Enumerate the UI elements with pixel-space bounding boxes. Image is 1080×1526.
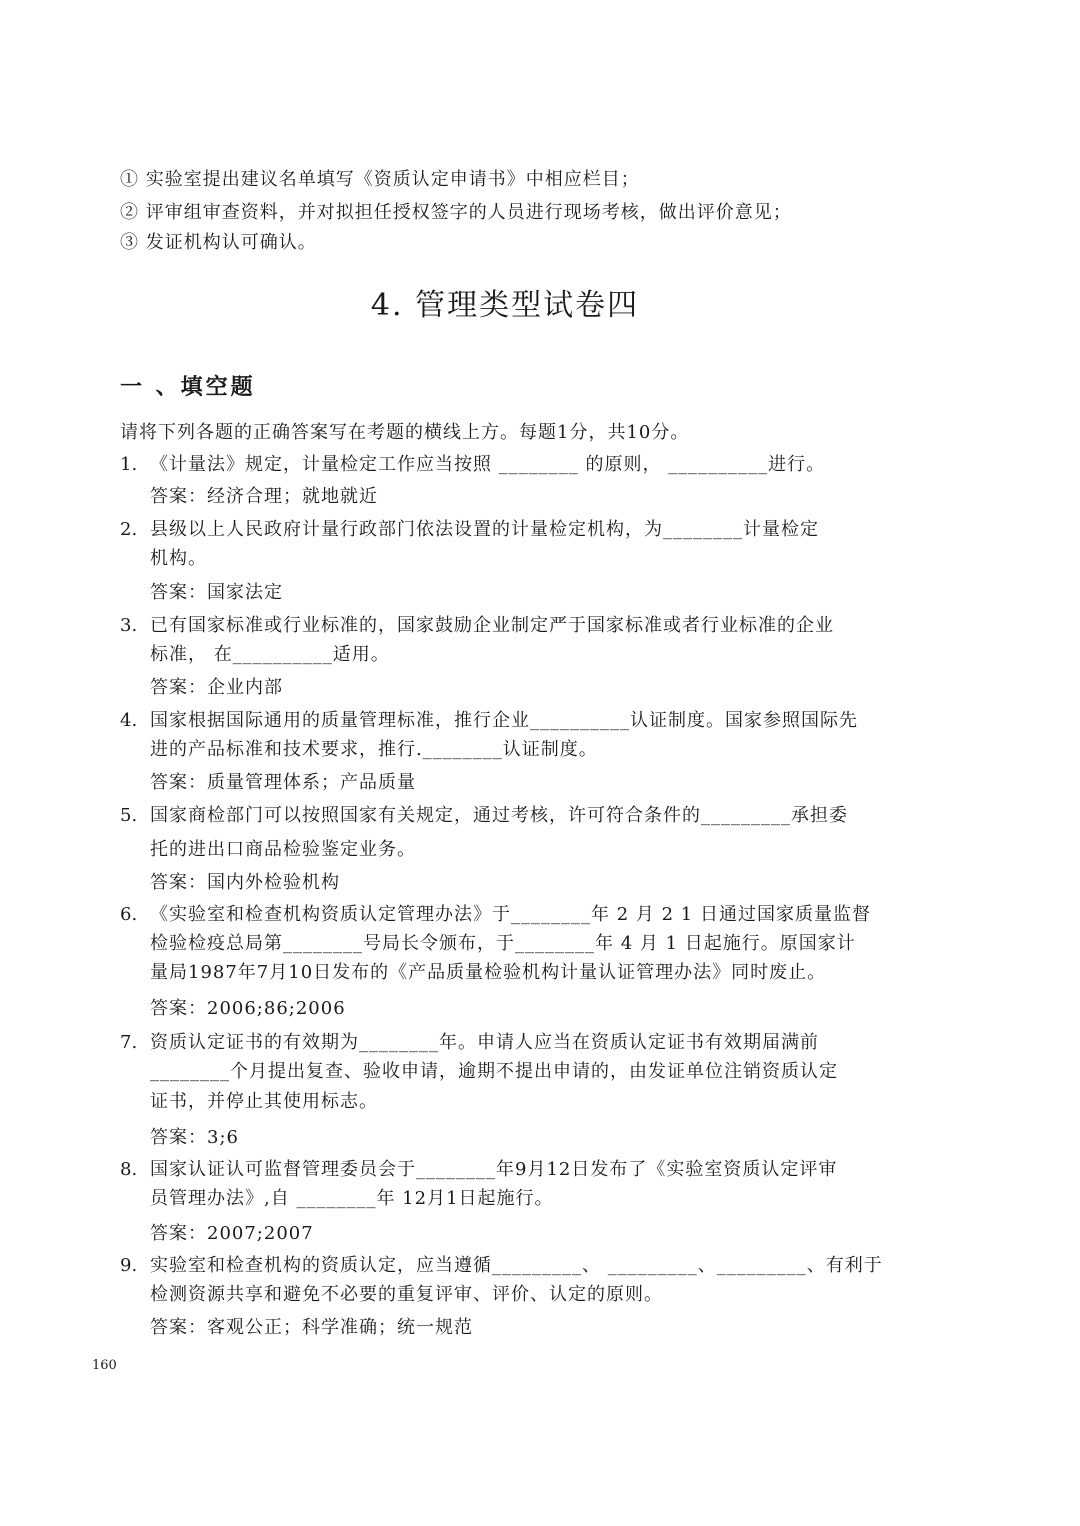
question-text: 机构。 — [150, 548, 207, 569]
page-number: 160 — [92, 1358, 117, 1373]
answer: 答案：客观公正；科学准确；统一规范 — [150, 1317, 473, 1338]
section-heading: 一 、填空题 — [120, 374, 256, 400]
question-number: 6. — [120, 904, 138, 925]
step-3: ③ 发证机构认可确认。 — [120, 232, 317, 253]
step-2: ② 评审组审查资料，并对拟担任授权签字的人员进行现场考核，做出评价意见； — [120, 202, 792, 223]
question-text: 托的进出口商品检验鉴定业务。 — [150, 839, 416, 860]
instructions: 请将下列各题的正确答案写在考题的横线上方。每题1分，共10分。 — [120, 422, 690, 443]
question-text: 县级以上人民政府计量行政部门依法设置的计量检定机构，为________计量检定 — [150, 519, 819, 540]
question-number: 4. — [120, 710, 138, 731]
question-number: 9. — [120, 1255, 138, 1276]
question-text: 《实验室和检查机构资质认定管理办法》于________年 2 月 2 1 日通过国家质量监督 — [150, 904, 871, 925]
question-number: 5. — [120, 805, 138, 826]
question-text: 资质认定证书的有效期为________年。申请人应当在资质认定证书有效期届满前 — [150, 1032, 819, 1053]
question-number: 2. — [120, 519, 138, 540]
question-text: 员管理办法》,自 ________年 12月1日起施行。 — [150, 1188, 554, 1209]
page-title: 4. 管理类型试卷四 — [370, 288, 640, 323]
question-number: 8. — [120, 1159, 138, 1180]
question-text: 进的产品标准和技术要求，推行.________认证制度。 — [150, 739, 598, 760]
question-text: 证书，并停止其使用标志。 — [150, 1091, 378, 1112]
question-text: 《计量法》规定，计量检定工作应当按照 ________ 的原则， __________进行。 — [150, 454, 826, 475]
question-number: 1. — [120, 454, 138, 475]
answer: 答案：经济合理；就地就近 — [150, 486, 378, 507]
question-text: 标准， 在__________适用。 — [150, 644, 390, 665]
answer: 答案：国内外检验机构 — [150, 872, 340, 893]
question-number: 3. — [120, 615, 138, 636]
question-text: ________个月提出复查、验收申请，逾期不提出申请的，由发证单位注销资质认定 — [150, 1061, 838, 1082]
question-text: 国家商检部门可以按照国家有关规定，通过考核，许可符合条件的_________承担委 — [150, 805, 848, 826]
question-text: 检验检疫总局第________号局长令颁布，于________年 4 月 1 日起施行。原国家计 — [150, 933, 856, 954]
question-number: 7. — [120, 1032, 138, 1053]
question-text: 国家认证认可监督管理委员会于________年9月12日发布了《实验室资质认定评审 — [150, 1159, 838, 1180]
question-text: 已有国家标准或行业标准的，国家鼓励企业制定严于国家标准或者行业标准的企业 — [150, 615, 834, 636]
question-text: 检测资源共享和避免不必要的重复评审、评价、认定的原则。 — [150, 1284, 663, 1305]
step-1: ① 实验室提出建议名单填写《资质认定申请书》中相应栏目； — [120, 169, 640, 190]
question-text: 实验室和检查机构的资质认定，应当遵循_________、 _________、_________、有利于 — [150, 1255, 883, 1276]
answer: 答案：3;6 — [150, 1127, 239, 1148]
answer: 答案：企业内部 — [150, 677, 283, 698]
question-text: 国家根据国际通用的质量管理标准，推行企业__________认证制度。国家参照国际先 — [150, 710, 858, 731]
answer: 答案：2007;2007 — [150, 1223, 314, 1244]
answer: 答案：国家法定 — [150, 582, 283, 603]
answer: 答案：质量管理体系；产品质量 — [150, 772, 416, 793]
answer: 答案：2006;86;2006 — [150, 998, 346, 1019]
question-text: 量局1987年7月10日发布的《产品质量检验机构计量认证管理办法》同时废止。 — [150, 962, 827, 983]
